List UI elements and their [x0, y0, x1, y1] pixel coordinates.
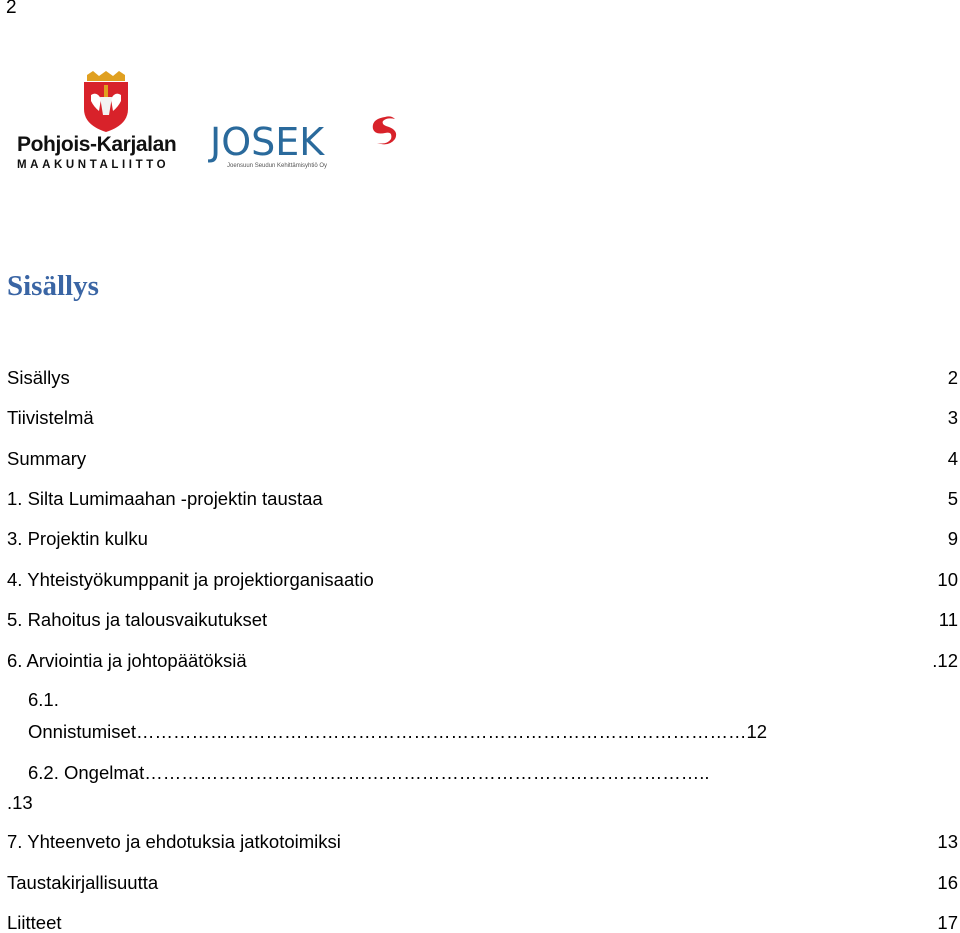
- toc-entry-page: 10: [937, 569, 958, 590]
- toc-entry-page: 16: [937, 872, 958, 893]
- toc-entry[interactable]: [7, 872, 958, 894]
- toc-entry-page: 11: [938, 609, 958, 630]
- toc-entry-page: 2: [947, 367, 958, 388]
- toc-entry-page: .12: [932, 650, 958, 671]
- toc-entry-page: 4: [947, 448, 958, 469]
- toc-subentry[interactable]: [28, 762, 709, 784]
- toc-heading: Sisällys: [7, 270, 99, 302]
- toc-entry[interactable]: [7, 650, 958, 672]
- toc-entry[interactable]: [7, 528, 958, 550]
- toc-entry-page: 9: [947, 528, 958, 549]
- toc-subentry-number: 6.1.: [28, 689, 59, 710]
- toc-subentry-label: 6.2. Ongelmat: [28, 762, 145, 783]
- josek-swirl-icon: [365, 115, 401, 147]
- toc-subentry-label: Onnistumiset: [28, 721, 136, 742]
- dot-leader: ………………………………………………………………………………..: [144, 762, 710, 783]
- toc-entry-page: 13: [937, 831, 958, 852]
- org1-name: Pohjois-Karjalan: [17, 133, 177, 156]
- josek-logo: [210, 115, 395, 175]
- toc-subentry-page: 12: [746, 721, 768, 742]
- page-number: 2: [6, 0, 17, 18]
- maakuntaliitto-logo: [17, 133, 197, 171]
- toc-entry-label: 7. Yhteenveto ja ehdotuksia jatkotoimiksi: [7, 831, 341, 852]
- toc-entry[interactable]: [7, 831, 958, 853]
- toc-subentry[interactable]: [28, 721, 767, 743]
- toc-entry[interactable]: [7, 912, 958, 933]
- toc-entry-label: Sisällys: [7, 367, 70, 388]
- org2-sub: Joensuun Seudun Kehittämisyhtiö Oy: [227, 163, 328, 169]
- toc-entry-label: Tiivistelmä: [7, 407, 94, 428]
- toc-entry-page: 3: [947, 407, 958, 428]
- dot-leader: ………………………………………………………………………………………: [135, 721, 747, 742]
- org2-name: JOSEK: [210, 120, 325, 164]
- toc-entry[interactable]: [7, 407, 958, 429]
- coat-of-arms-icon: [81, 71, 131, 133]
- toc-entry-page: 5: [947, 488, 958, 509]
- org1-sub: MAAKUNTALIITTO: [17, 159, 170, 171]
- toc-entry-label: Taustakirjallisuutta: [7, 872, 159, 893]
- toc-entry[interactable]: [7, 569, 958, 591]
- toc-entry-label: Liitteet: [7, 912, 62, 933]
- toc-entry-label: 4. Yhteistyökumppanit ja projektiorganisaatio: [7, 569, 374, 590]
- toc-entry-label: 6. Arviointia ja johtopäätöksiä: [7, 650, 247, 671]
- toc-entry[interactable]: [7, 367, 958, 389]
- toc-entry-label: 5. Rahoitus ja talousvaikutukset: [7, 609, 268, 630]
- logo-header: [0, 0, 960, 190]
- toc-subentry-page: .13: [7, 792, 33, 813]
- toc-entry-label: 3. Projektin kulku: [7, 528, 148, 549]
- toc-entry-label: 1. Silta Lumimaahan -projektin taustaa: [7, 488, 323, 509]
- toc-entry[interactable]: [7, 448, 958, 470]
- toc-entry[interactable]: [7, 609, 958, 631]
- toc-entry-page: 17: [937, 912, 958, 933]
- toc-entry[interactable]: [7, 488, 958, 510]
- toc-entry-label: Summary: [7, 448, 87, 469]
